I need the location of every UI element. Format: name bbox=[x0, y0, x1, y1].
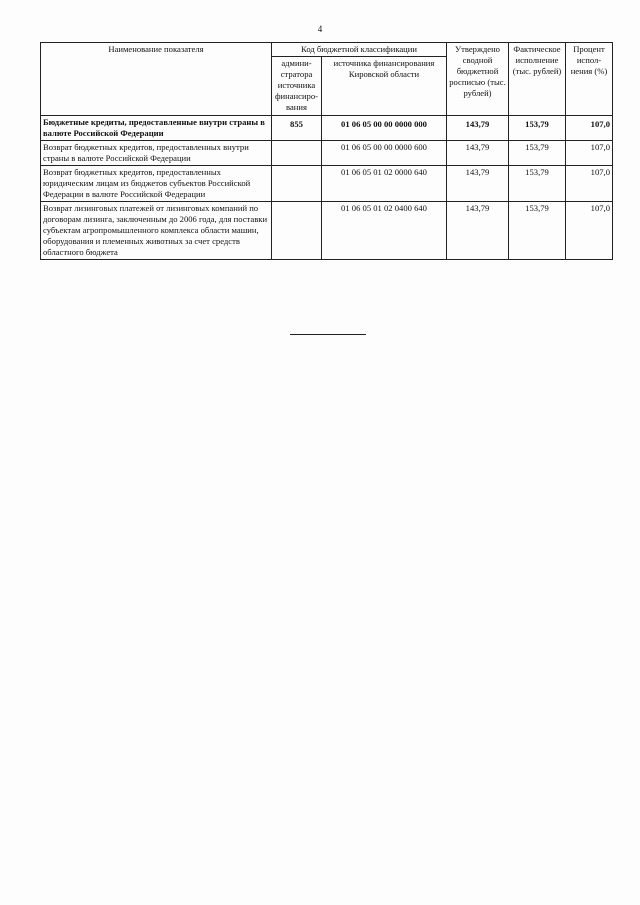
row-admin bbox=[272, 202, 322, 260]
row-admin bbox=[272, 141, 322, 166]
header-percent: Процент испол-нения (%) bbox=[566, 43, 613, 116]
table-row bbox=[41, 202, 613, 260]
header-code-group: Код бюджетной классификации bbox=[272, 43, 447, 57]
page-number: 4 bbox=[317, 24, 323, 34]
row-percent: 107,0 bbox=[566, 202, 613, 260]
row-name: Возврат бюджетных кредитов, предоставленных юридическим лицам из бюджетов субъектов Российской Федерации в валюте Российской Федерации bbox=[41, 166, 272, 202]
row-name: Бюджетные кредиты, предоставленные внутри страны в валюте Российской Федерации bbox=[41, 116, 272, 141]
row-code: 01 06 05 00 00 0000 600 bbox=[322, 141, 447, 166]
row-actual: 153,79 bbox=[509, 141, 566, 166]
header-name: Наименование показателя bbox=[41, 43, 272, 116]
row-approved: 143,79 bbox=[447, 141, 509, 166]
header-actual: Фактическое исполнение (тыс. рублей) bbox=[509, 43, 566, 116]
header-approved: Утверждено сводной бюджетной росписью (тыс. рублей) bbox=[447, 43, 509, 116]
table-row bbox=[41, 141, 613, 166]
row-approved: 143,79 bbox=[447, 116, 509, 141]
row-code: 01 06 05 01 02 0400 640 bbox=[322, 202, 447, 260]
row-name: Возврат бюджетных кредитов, предоставленных внутри страны в валюте Российской Федерации bbox=[41, 141, 272, 166]
header-admin: админи-стратора источника финансиро-вания bbox=[272, 57, 322, 116]
closing-divider-line bbox=[290, 334, 366, 335]
row-approved: 143,79 bbox=[447, 166, 509, 202]
row-approved: 143,79 bbox=[447, 202, 509, 260]
row-actual: 153,79 bbox=[509, 166, 566, 202]
table-row bbox=[41, 116, 613, 141]
row-admin: 855 bbox=[272, 116, 322, 141]
row-code: 01 06 05 00 00 0000 000 bbox=[322, 116, 447, 141]
header-source: источника финансирования Кировской области bbox=[322, 57, 447, 116]
row-percent: 107,0 bbox=[566, 116, 613, 141]
table-row bbox=[41, 166, 613, 202]
budget-execution-table bbox=[40, 42, 613, 260]
row-percent: 107,0 bbox=[566, 141, 613, 166]
row-actual: 153,79 bbox=[509, 116, 566, 141]
row-percent: 107,0 bbox=[566, 166, 613, 202]
header-row-1 bbox=[41, 43, 613, 57]
row-code: 01 06 05 01 02 0000 640 bbox=[322, 166, 447, 202]
row-admin bbox=[272, 166, 322, 202]
row-actual: 153,79 bbox=[509, 202, 566, 260]
row-name: Возврат лизинговых платежей от лизинговых компаний по договорам лизинга, заключенным до 2006 года, для поставки субъектам агропромышленного комплекса области машин, оборудования и племенных животных за счет средств областного бюджета bbox=[41, 202, 272, 260]
